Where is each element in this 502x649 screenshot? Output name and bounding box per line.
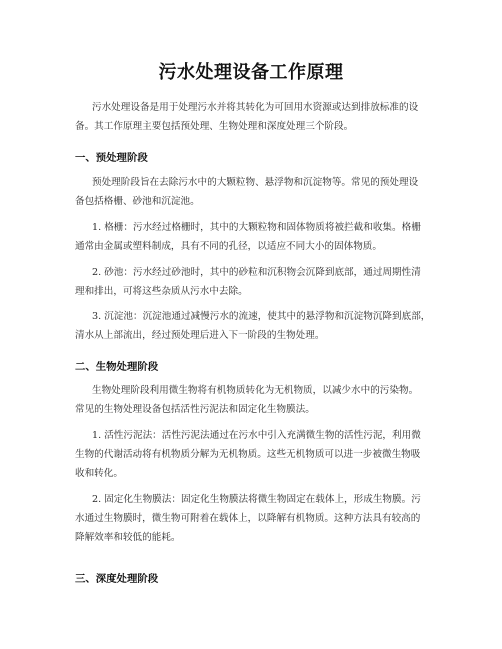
paragraph xyxy=(75,263,435,301)
text-line: 预处理阶段旨在去除污水中的大颗粒物、悬浮物和沉淀物等。常见的预处理设 xyxy=(92,177,419,188)
intro-paragraph xyxy=(75,98,435,136)
paragraph xyxy=(75,307,435,345)
section-heading-pretreatment: 一、预处理阶段 xyxy=(75,152,148,164)
paragraph xyxy=(75,381,435,419)
text-line: 常见的生物处理设备包括活性污泥法和固定化生物膜法。 xyxy=(75,404,315,415)
text-line: 备包括格栅、砂池和沉淀池。 xyxy=(75,196,200,207)
text-line: 污水处理设备是用于处理污水并将其转化为可回用水资源或达到排放标准的设 xyxy=(92,102,419,113)
text-line: 生物处理阶段利用微生物将有机物质转化为无机物质，以减少水中的污染物。 xyxy=(92,385,419,396)
text-line: 理和排出，可将这些杂质从污水中去除。 xyxy=(75,286,248,297)
document-title: 污水处理设备工作原理 xyxy=(158,62,344,83)
paragraph xyxy=(75,426,435,483)
text-line: 1. 活性污泥法：活性污泥法通过在污水中引入充满微生物的活性污泥，利用微 xyxy=(92,430,421,441)
section-heading-biological: 二、生物处理阶段 xyxy=(75,361,159,373)
paragraph xyxy=(75,218,435,256)
paragraph xyxy=(75,173,435,211)
text-line: 备。其工作原理主要包括预处理、生物处理和深度处理三个阶段。 xyxy=(75,121,354,132)
text-line: 降解效率和较低的能耗。 xyxy=(75,532,181,543)
text-line: 清水从上部流出，经过预处理后进入下一阶段的生物处理。 xyxy=(75,330,325,341)
text-line: 水通过生物膜时，微生物可附着在载体上，以降解有机物质。这种方法具有较高的 xyxy=(75,513,421,524)
section-heading-advanced: 三、深度处理阶段 xyxy=(75,573,159,585)
text-line: 生物的代谢活动将有机物质分解为无机物质。这些无机物质可以进一步被微生物吸 xyxy=(75,449,421,460)
text-line: 2. 固定化生物膜法：固定化生物膜法将微生物固定在载体上，形成生物膜。污 xyxy=(92,494,421,505)
text-line: 1. 格栅：污水经过格栅时，其中的大颗粒物和固体物质将被拦截和收集。格栅 xyxy=(92,222,421,233)
paragraph xyxy=(75,490,435,547)
text-line: 收和转化。 xyxy=(75,468,123,479)
text-line: 3. 沉淀池：沉淀池通过减慢污水的流速，使其中的悬浮物和沉淀物沉降到底部， xyxy=(92,311,431,322)
text-line: 2. 砂池：污水经过砂池时，其中的砂粒和沉积物会沉降到底部，通过周期性清 xyxy=(92,267,421,278)
text-line: 通常由金属或塑料制成，具有不同的孔径，以适应不同大小的固体物质。 xyxy=(75,241,382,252)
